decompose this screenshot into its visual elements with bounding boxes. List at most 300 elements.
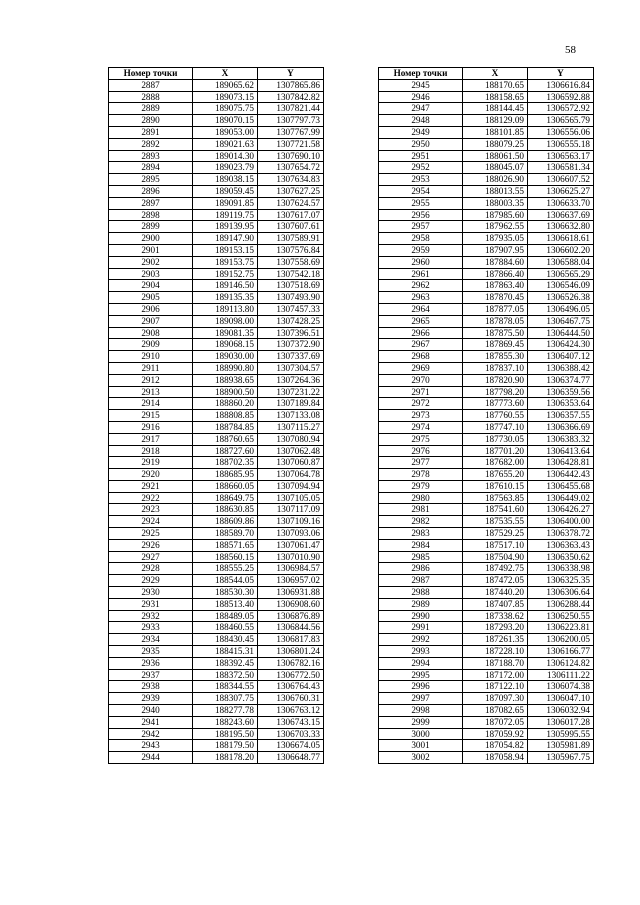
table-row: [379, 362, 594, 374]
table-row: [109, 150, 324, 162]
cell-x: 187293.20: [463, 622, 528, 634]
cell-y: 1306763.12: [258, 705, 324, 717]
cell-y: 1307428.25: [258, 315, 324, 327]
coordinates-table-right: [378, 67, 594, 764]
cell-y: 1307109.16: [258, 516, 324, 528]
cell-x: 187122.10: [463, 681, 528, 693]
cell-y: 1306782.16: [258, 657, 324, 669]
cell-y: 1306449.02: [528, 492, 594, 504]
cell-x: 188760.65: [193, 433, 258, 445]
table-row: [109, 539, 324, 551]
cell-y: 1306801.24: [258, 646, 324, 658]
cell-point-number: 2913: [109, 386, 193, 398]
cell-point-number: 2888: [109, 91, 193, 103]
table-row: [379, 657, 594, 669]
cell-point-number: 2901: [109, 244, 193, 256]
table-row: [109, 705, 324, 717]
cell-point-number: 2933: [109, 622, 193, 634]
table-row: [379, 115, 594, 127]
table-row: [379, 752, 594, 764]
table-row: [379, 693, 594, 705]
table-row: [379, 174, 594, 186]
cell-x: 188938.65: [193, 374, 258, 386]
header-x: X: [463, 68, 528, 80]
header-y: Y: [258, 68, 324, 80]
cell-x: 188727.60: [193, 445, 258, 457]
cell-x: 188685.95: [193, 469, 258, 481]
table-row: [379, 551, 594, 563]
cell-y: 1306616.84: [528, 79, 594, 91]
cell-point-number: 2896: [109, 185, 193, 197]
table-row: [109, 563, 324, 575]
table-row: [109, 244, 324, 256]
cell-x: 188702.35: [193, 457, 258, 469]
table-row: [109, 91, 324, 103]
table-row: [379, 244, 594, 256]
cell-x: 187407.85: [463, 598, 528, 610]
cell-y: 1306817.83: [258, 634, 324, 646]
cell-y: 1307117.09: [258, 504, 324, 516]
cell-y: 1306032.94: [528, 705, 594, 717]
table-row: [109, 693, 324, 705]
cell-point-number: 2918: [109, 445, 193, 457]
table-row: [379, 386, 594, 398]
cell-y: 1306618.61: [528, 233, 594, 245]
cell-point-number: 2958: [379, 233, 463, 245]
cell-point-number: 2906: [109, 303, 193, 315]
table-row: [109, 174, 324, 186]
cell-point-number: 2912: [109, 374, 193, 386]
cell-x: 189146.50: [193, 280, 258, 292]
cell-x: 187655.20: [463, 469, 528, 481]
cell-y: 1307064.78: [258, 469, 324, 481]
cell-y: 1306017.28: [528, 716, 594, 728]
cell-point-number: 2928: [109, 563, 193, 575]
cell-x: 187440.20: [463, 587, 528, 599]
table-row: [379, 716, 594, 728]
table-row: [109, 433, 324, 445]
cell-x: 188555.25: [193, 563, 258, 575]
cell-y: 1307061.47: [258, 539, 324, 551]
cell-point-number: 2907: [109, 315, 193, 327]
cell-y: 1305981.89: [528, 740, 594, 752]
cell-point-number: 2989: [379, 598, 463, 610]
cell-x: 187877.05: [463, 303, 528, 315]
cell-x: 189030.00: [193, 351, 258, 363]
cell-y: 1307396.51: [258, 327, 324, 339]
cell-x: 187228.10: [463, 646, 528, 658]
cell-point-number: 2934: [109, 634, 193, 646]
cell-x: 187747.10: [463, 421, 528, 433]
cell-y: 1306250.55: [528, 610, 594, 622]
cell-y: 1306563.17: [528, 150, 594, 162]
cell-point-number: 2909: [109, 339, 193, 351]
cell-y: 1306592.88: [528, 91, 594, 103]
cell-y: 1306572.92: [528, 103, 594, 115]
cell-y: 1306565.29: [528, 268, 594, 280]
cell-point-number: 2921: [109, 480, 193, 492]
cell-y: 1306602.20: [528, 244, 594, 256]
cell-y: 1306223.81: [528, 622, 594, 634]
table-row: [109, 716, 324, 728]
cell-x: 188609.86: [193, 516, 258, 528]
cell-x: 188013.55: [463, 185, 528, 197]
cell-point-number: 2903: [109, 268, 193, 280]
table-row: [379, 410, 594, 422]
cell-y: 1306383.32: [528, 433, 594, 445]
table-row: [109, 516, 324, 528]
cell-y: 1307690.10: [258, 150, 324, 162]
cell-point-number: 2916: [109, 421, 193, 433]
cell-y: 1306555.18: [528, 138, 594, 150]
cell-point-number: 2931: [109, 598, 193, 610]
cell-point-number: 2897: [109, 197, 193, 209]
cell-point-number: 2917: [109, 433, 193, 445]
cell-x: 187261.35: [463, 634, 528, 646]
cell-point-number: 2905: [109, 292, 193, 304]
cell-x: 188808.85: [193, 410, 258, 422]
cell-x: 189081.35: [193, 327, 258, 339]
cell-x: 187878.05: [463, 315, 528, 327]
table-row: [379, 587, 594, 599]
cell-point-number: 2998: [379, 705, 463, 717]
cell-point-number: 2988: [379, 587, 463, 599]
cell-y: 1307865.86: [258, 79, 324, 91]
cell-point-number: 2983: [379, 528, 463, 540]
cell-point-number: 2890: [109, 115, 193, 127]
cell-y: 1306876.89: [258, 610, 324, 622]
table-row: [379, 221, 594, 233]
cell-x: 189070.15: [193, 115, 258, 127]
cell-x: 187798.20: [463, 386, 528, 398]
cell-x: 187870.45: [463, 292, 528, 304]
cell-y: 1306588.04: [528, 256, 594, 268]
table-row: [379, 563, 594, 575]
cell-point-number: 2895: [109, 174, 193, 186]
table-row: [109, 445, 324, 457]
cell-y: 1306407.12: [528, 351, 594, 363]
cell-x: 189023.79: [193, 162, 258, 174]
cell-point-number: 2971: [379, 386, 463, 398]
cell-x: 187535.55: [463, 516, 528, 528]
cell-point-number: 2948: [379, 115, 463, 127]
table-row: [379, 398, 594, 410]
cell-point-number: 2930: [109, 587, 193, 599]
cell-x: 187682.00: [463, 457, 528, 469]
cell-y: 1307189.84: [258, 398, 324, 410]
cell-y: 1306338.98: [528, 563, 594, 575]
cell-point-number: 2920: [109, 469, 193, 481]
cell-x: 187058.94: [463, 752, 528, 764]
cell-x: 187935.05: [463, 233, 528, 245]
cell-point-number: 2937: [109, 669, 193, 681]
cell-y: 1306426.27: [528, 504, 594, 516]
cell-y: 1305967.75: [528, 752, 594, 764]
cell-point-number: 2952: [379, 162, 463, 174]
table-row: [379, 91, 594, 103]
cell-y: 1306413.64: [528, 445, 594, 457]
table-row: [109, 292, 324, 304]
table-row: [109, 752, 324, 764]
cell-y: 1306444.50: [528, 327, 594, 339]
cell-y: 1306496.05: [528, 303, 594, 315]
cell-point-number: 2926: [109, 539, 193, 551]
cell-y: 1307589.91: [258, 233, 324, 245]
table-row: [109, 280, 324, 292]
table-row: [109, 669, 324, 681]
cell-y: 1306047.10: [528, 693, 594, 705]
cell-y: 1307624.57: [258, 197, 324, 209]
cell-point-number: 2973: [379, 410, 463, 422]
cell-point-number: 2936: [109, 657, 193, 669]
table-row: [379, 610, 594, 622]
cell-y: 1306743.15: [258, 716, 324, 728]
cell-x: 187884.60: [463, 256, 528, 268]
table-row: [379, 197, 594, 209]
cell-point-number: 2968: [379, 351, 463, 363]
cell-x: 189021.63: [193, 138, 258, 150]
table-row: [109, 221, 324, 233]
cell-y: 1307080.94: [258, 433, 324, 445]
cell-y: 1306844.56: [258, 622, 324, 634]
cell-x: 187472.05: [463, 575, 528, 587]
cell-x: 187563.85: [463, 492, 528, 504]
cell-point-number: 2899: [109, 221, 193, 233]
cell-x: 188129.09: [463, 115, 528, 127]
cell-y: 1307372.90: [258, 339, 324, 351]
cell-y: 1307337.69: [258, 351, 324, 363]
cell-y: 1306908.60: [258, 598, 324, 610]
cell-y: 1307093.06: [258, 528, 324, 540]
cell-y: 1306637.69: [528, 209, 594, 221]
table-row: [109, 622, 324, 634]
cell-point-number: 2955: [379, 197, 463, 209]
table-header-row: [379, 68, 594, 80]
table-row: [109, 681, 324, 693]
table-row: [109, 374, 324, 386]
table-row: [379, 598, 594, 610]
cell-x: 189073.15: [193, 91, 258, 103]
table-row: [379, 669, 594, 681]
cell-x: 188179.50: [193, 740, 258, 752]
table-row: [379, 740, 594, 752]
cell-y: 1307264.36: [258, 374, 324, 386]
cell-point-number: 2891: [109, 126, 193, 138]
cell-y: 1306607.52: [528, 174, 594, 186]
cell-y: 1306442.43: [528, 469, 594, 481]
cell-x: 187701.20: [463, 445, 528, 457]
cell-point-number: 2962: [379, 280, 463, 292]
cell-point-number: 2985: [379, 551, 463, 563]
cell-y: 1307721.58: [258, 138, 324, 150]
cell-y: 1306931.88: [258, 587, 324, 599]
cell-y: 1306363.43: [528, 539, 594, 551]
coordinates-table-left: [108, 67, 324, 764]
cell-point-number: 2939: [109, 693, 193, 705]
cell-point-number: 2887: [109, 79, 193, 91]
cell-y: 1306428.81: [528, 457, 594, 469]
cell-x: 187529.25: [463, 528, 528, 540]
table-row: [109, 362, 324, 374]
cell-y: 1307010.90: [258, 551, 324, 563]
cell-point-number: 2979: [379, 480, 463, 492]
cell-x: 188344.55: [193, 681, 258, 693]
cell-x: 188026.90: [463, 174, 528, 186]
table-row: [379, 539, 594, 551]
cell-point-number: 2927: [109, 551, 193, 563]
cell-y: 1306581.34: [528, 162, 594, 174]
table-row: [109, 138, 324, 150]
table-row: [379, 374, 594, 386]
cell-x: 187863.40: [463, 280, 528, 292]
cell-point-number: 2925: [109, 528, 193, 540]
cell-x: 188079.25: [463, 138, 528, 150]
cell-point-number: 2902: [109, 256, 193, 268]
cell-y: 1307231.22: [258, 386, 324, 398]
cell-point-number: 2929: [109, 575, 193, 587]
cell-x: 188243.60: [193, 716, 258, 728]
cell-y: 1307627.25: [258, 185, 324, 197]
cell-y: 1306455.68: [528, 480, 594, 492]
cell-x: 187172.00: [463, 669, 528, 681]
table-row: [109, 646, 324, 658]
cell-x: 189153.75: [193, 256, 258, 268]
cell-point-number: 2893: [109, 150, 193, 162]
table-row: [379, 103, 594, 115]
cell-x: 187492.75: [463, 563, 528, 575]
cell-point-number: 2935: [109, 646, 193, 658]
table-row: [379, 280, 594, 292]
cell-point-number: 2993: [379, 646, 463, 658]
cell-point-number: 2964: [379, 303, 463, 315]
cell-x: 188784.85: [193, 421, 258, 433]
cell-y: 1307115.27: [258, 421, 324, 433]
table-row: [109, 115, 324, 127]
cell-point-number: 2914: [109, 398, 193, 410]
cell-x: 188307.75: [193, 693, 258, 705]
cell-x: 187541.60: [463, 504, 528, 516]
cell-y: 1306764.43: [258, 681, 324, 693]
cell-x: 188571.65: [193, 539, 258, 551]
cell-point-number: 2987: [379, 575, 463, 587]
table-row: [379, 504, 594, 516]
cell-y: 1306424.30: [528, 339, 594, 351]
table-row: [379, 126, 594, 138]
cell-y: 1307821.44: [258, 103, 324, 115]
table-row: [379, 268, 594, 280]
cell-point-number: 2975: [379, 433, 463, 445]
cell-y: 1306633.70: [528, 197, 594, 209]
table-row: [109, 315, 324, 327]
table-row: [109, 126, 324, 138]
cell-y: 1306674.05: [258, 740, 324, 752]
header-x: X: [193, 68, 258, 80]
table-row: [109, 634, 324, 646]
cell-point-number: 2980: [379, 492, 463, 504]
table-row: [109, 185, 324, 197]
cell-y: 1307062.48: [258, 445, 324, 457]
cell-point-number: 2950: [379, 138, 463, 150]
cell-y: 1307542.18: [258, 268, 324, 280]
table-row: [109, 79, 324, 91]
cell-point-number: 2946: [379, 91, 463, 103]
cell-y: 1306357.55: [528, 410, 594, 422]
table-row: [379, 421, 594, 433]
table-row: [379, 327, 594, 339]
cell-point-number: 2908: [109, 327, 193, 339]
cell-x: 188460.55: [193, 622, 258, 634]
cell-x: 188660.05: [193, 480, 258, 492]
cell-y: 1306467.75: [528, 315, 594, 327]
table-row: [109, 504, 324, 516]
cell-y: 1307634.83: [258, 174, 324, 186]
cell-x: 188392.45: [193, 657, 258, 669]
cell-point-number: 2960: [379, 256, 463, 268]
cell-x: 189014.30: [193, 150, 258, 162]
table-row: [109, 351, 324, 363]
table-row: [109, 575, 324, 587]
table-row: [379, 516, 594, 528]
cell-point-number: 2953: [379, 174, 463, 186]
cell-point-number: 2967: [379, 339, 463, 351]
cell-point-number: 3000: [379, 728, 463, 740]
cell-point-number: 2949: [379, 126, 463, 138]
cell-x: 187072.05: [463, 716, 528, 728]
cell-y: 1307094.94: [258, 480, 324, 492]
table-row: [379, 457, 594, 469]
table-row: [109, 256, 324, 268]
table-row: [379, 433, 594, 445]
table-row: [379, 705, 594, 717]
cell-x: 188101.85: [463, 126, 528, 138]
table-row: [109, 610, 324, 622]
cell-x: 188003.35: [463, 197, 528, 209]
cell-point-number: 2898: [109, 209, 193, 221]
cell-x: 189153.15: [193, 244, 258, 256]
cell-x: 188144.45: [463, 103, 528, 115]
cell-x: 189135.35: [193, 292, 258, 304]
cell-point-number: 2965: [379, 315, 463, 327]
cell-y: 1306625.27: [528, 185, 594, 197]
table-row: [379, 315, 594, 327]
cell-y: 1307060.87: [258, 457, 324, 469]
cell-point-number: 2957: [379, 221, 463, 233]
cell-x: 187082.65: [463, 705, 528, 717]
cell-y: 1306200.05: [528, 634, 594, 646]
cell-y: 1306556.06: [528, 126, 594, 138]
cell-x: 189113.80: [193, 303, 258, 315]
cell-x: 188178.20: [193, 752, 258, 764]
cell-y: 1306359.56: [528, 386, 594, 398]
cell-point-number: 2954: [379, 185, 463, 197]
cell-x: 187875.50: [463, 327, 528, 339]
cell-y: 1306325.35: [528, 575, 594, 587]
cell-point-number: 2994: [379, 657, 463, 669]
cell-x: 189098.00: [193, 315, 258, 327]
cell-y: 1306074.38: [528, 681, 594, 693]
cell-x: 188170.65: [463, 79, 528, 91]
cell-x: 188530.30: [193, 587, 258, 599]
cell-y: 1306648.77: [258, 752, 324, 764]
table-row: [379, 469, 594, 481]
cell-point-number: 2974: [379, 421, 463, 433]
cell-x: 187610.15: [463, 480, 528, 492]
cell-y: 1307767.99: [258, 126, 324, 138]
cell-y: 1306388.42: [528, 362, 594, 374]
cell-point-number: 2941: [109, 716, 193, 728]
cell-x: 188560.15: [193, 551, 258, 563]
cell-x: 188513.40: [193, 598, 258, 610]
